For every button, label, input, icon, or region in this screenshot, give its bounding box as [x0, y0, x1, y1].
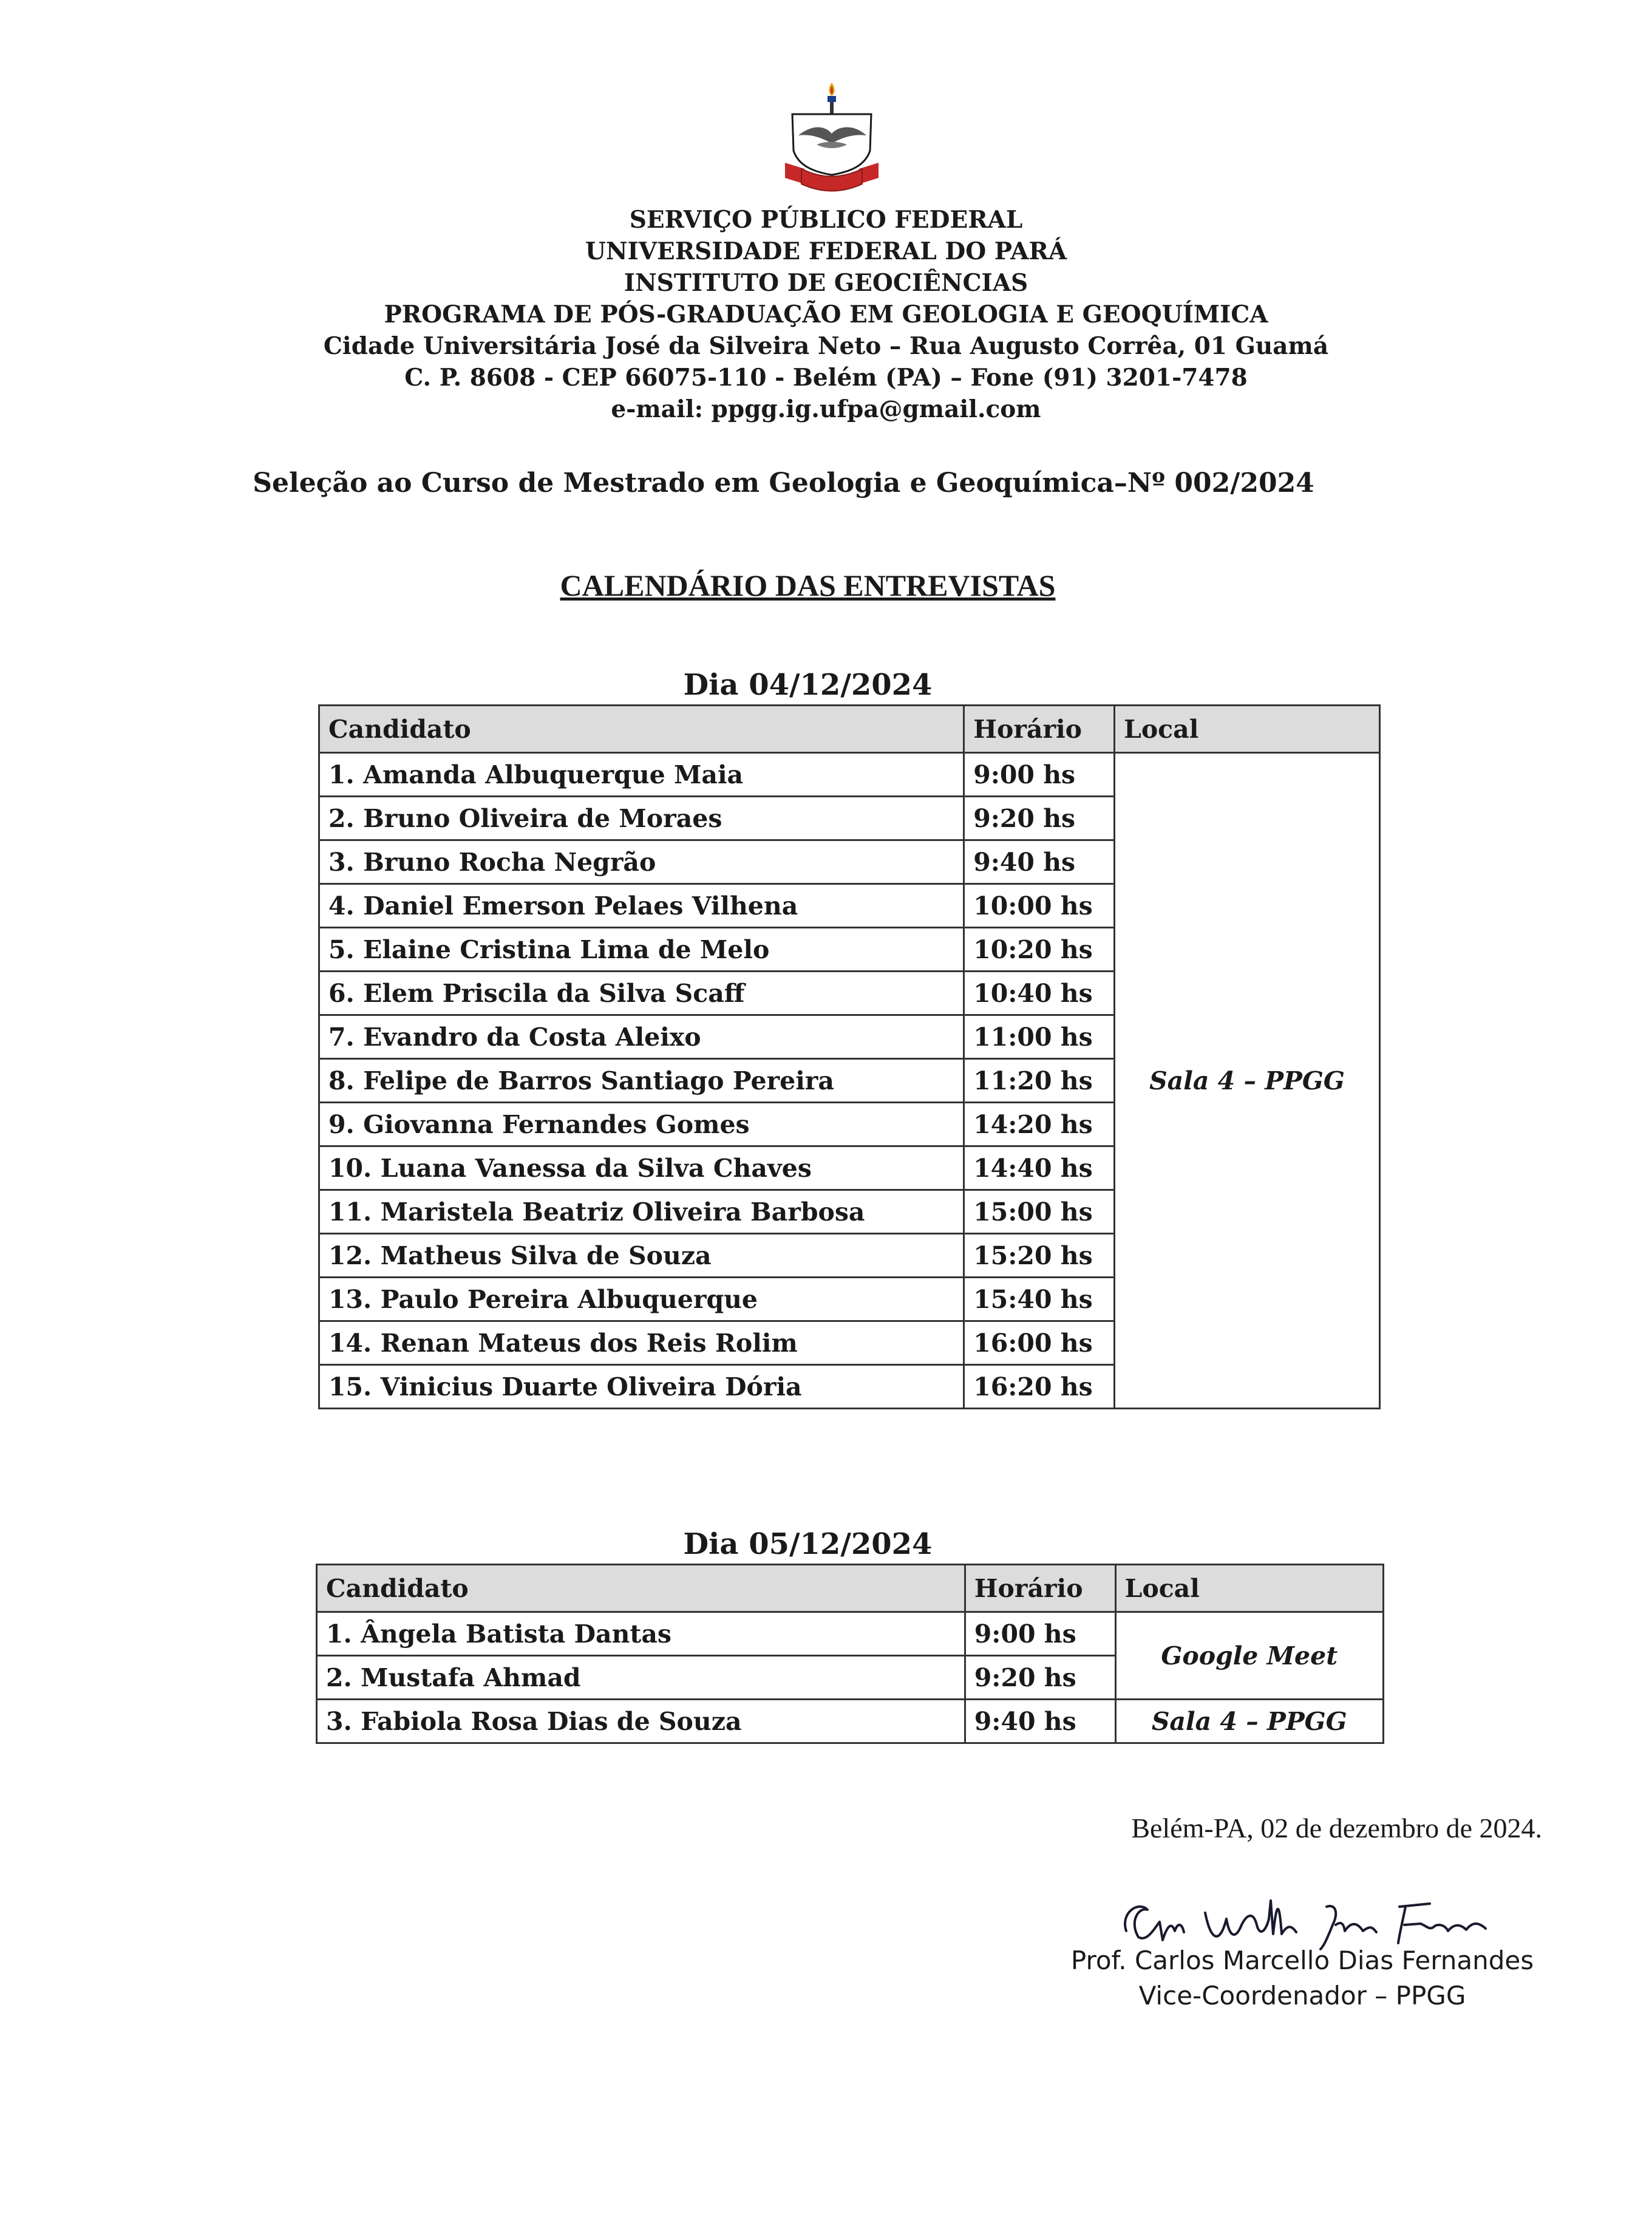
candidate-time: 14:20 hs [964, 1103, 1115, 1146]
col-horario: Horário [964, 706, 1115, 753]
table-row [317, 1700, 1384, 1743]
table-header-row [319, 706, 1380, 753]
candidate-name: 7. Evandro da Costa Aleixo [319, 1015, 964, 1059]
candidate-name: 11. Maristela Beatriz Oliveira Barbosa [319, 1190, 964, 1234]
selection-title: Seleção ao Curso de Mestrado em Geologia e Geoquímica–Nº 002/2024 [253, 468, 1314, 499]
signer-role: Vice-Coordenador – PPGG [1138, 1981, 1466, 2011]
day1-table [318, 704, 1381, 1409]
candidate-name: 15. Vinicius Duarte Oliveira Dória [319, 1365, 964, 1409]
local-google-meet: Google Meet [1115, 1612, 1383, 1700]
header-line-4: PROGRAMA DE PÓS-GRADUAÇÃO EM GEOLOGIA E GEOQUÍMICA [384, 301, 1268, 329]
header-line-3: INSTITUTO DE GEOCIÊNCIAS [624, 269, 1028, 297]
candidate-name: 5. Elaine Cristina Lima de Melo [319, 928, 964, 972]
day1-title: Dia 04/12/2024 [683, 668, 933, 702]
candidate-name: 1. Amanda Albuquerque Maia [319, 753, 964, 797]
candidate-name: 3. Bruno Rocha Negrão [319, 840, 964, 884]
col-horario: Horário [965, 1565, 1115, 1612]
col-local: Local [1115, 1565, 1383, 1612]
candidate-name: 6. Elem Priscila da Silva Scaff [319, 972, 964, 1015]
candidate-time: 15:40 hs [964, 1278, 1115, 1321]
candidate-time: 10:00 hs [964, 884, 1115, 928]
candidate-time: 9:00 hs [965, 1612, 1115, 1656]
header-address: Cidade Universitária José da Silveira Neto – Rua Augusto Corrêa, 01 Guamá [323, 332, 1329, 360]
candidate-time: 11:00 hs [964, 1015, 1115, 1059]
candidate-time: 9:00 hs [964, 753, 1115, 797]
candidate-time: 9:40 hs [965, 1700, 1115, 1743]
candidate-time: 9:20 hs [964, 797, 1115, 840]
local-sala: Sala 4 – PPGG [1114, 753, 1379, 1409]
candidate-time: 11:20 hs [964, 1059, 1115, 1103]
candidate-time: 15:20 hs [964, 1234, 1115, 1278]
candidate-name: 3. Fabiola Rosa Dias de Souza [317, 1700, 965, 1743]
col-local: Local [1114, 706, 1379, 753]
candidate-time: 16:20 hs [964, 1365, 1115, 1409]
col-candidato: Candidato [317, 1565, 965, 1612]
ufpa-crest-icon [780, 78, 883, 199]
table-header-row [317, 1565, 1384, 1612]
header-contact: C. P. 8608 - CEP 66075-110 - Belém (PA) – Fone (91) 3201-7478 [404, 364, 1248, 392]
candidate-name: 10. Luana Vanessa da Silva Chaves [319, 1146, 964, 1190]
candidate-time: 14:40 hs [964, 1146, 1115, 1190]
institution-header [0, 204, 1652, 425]
candidate-name: 13. Paulo Pereira Albuquerque [319, 1278, 964, 1321]
day2-table [316, 1564, 1384, 1744]
candidate-name: 1. Ângela Batista Dantas [317, 1612, 965, 1656]
candidate-time: 9:40 hs [964, 840, 1115, 884]
candidate-time: 10:20 hs [964, 928, 1115, 972]
table-row [317, 1612, 1384, 1656]
candidate-time: 15:00 hs [964, 1190, 1115, 1234]
header-line-2: UNIVERSIDADE FEDERAL DO PARÁ [585, 237, 1067, 265]
header-email: e-mail: ppgg.ig.ufpa@gmail.com [611, 395, 1041, 423]
local-sala: Sala 4 – PPGG [1115, 1700, 1383, 1743]
candidate-name: 12. Matheus Silva de Souza [319, 1234, 964, 1278]
day2-title: Dia 05/12/2024 [683, 1527, 933, 1561]
candidate-name: 14. Renan Mateus dos Reis Rolim [319, 1321, 964, 1365]
candidate-name: 2. Mustafa Ahmad [317, 1656, 965, 1700]
candidate-name: 9. Giovanna Fernandes Gomes [319, 1103, 964, 1146]
candidate-name: 4. Daniel Emerson Pelaes Vilhena [319, 884, 964, 928]
city-date: Belém-PA, 02 de dezembro de 2024. [1131, 1813, 1542, 1844]
candidate-name: 2. Bruno Oliveira de Moraes [319, 797, 964, 840]
candidate-time: 16:00 hs [964, 1321, 1115, 1365]
table-row [319, 753, 1380, 797]
candidate-time: 10:40 hs [964, 972, 1115, 1015]
signature-block [1053, 1943, 1551, 2014]
calendar-title: CALENDÁRIO DAS ENTREVISTAS [560, 568, 1056, 602]
candidate-time: 9:20 hs [965, 1656, 1115, 1700]
signer-name: Prof. Carlos Marcello Dias Fernandes [1070, 1946, 1534, 1975]
col-candidato: Candidato [319, 706, 964, 753]
header-line-1: SERVIÇO PÚBLICO FEDERAL [629, 206, 1023, 234]
candidate-name: 8. Felipe de Barros Santiago Pereira [319, 1059, 964, 1103]
